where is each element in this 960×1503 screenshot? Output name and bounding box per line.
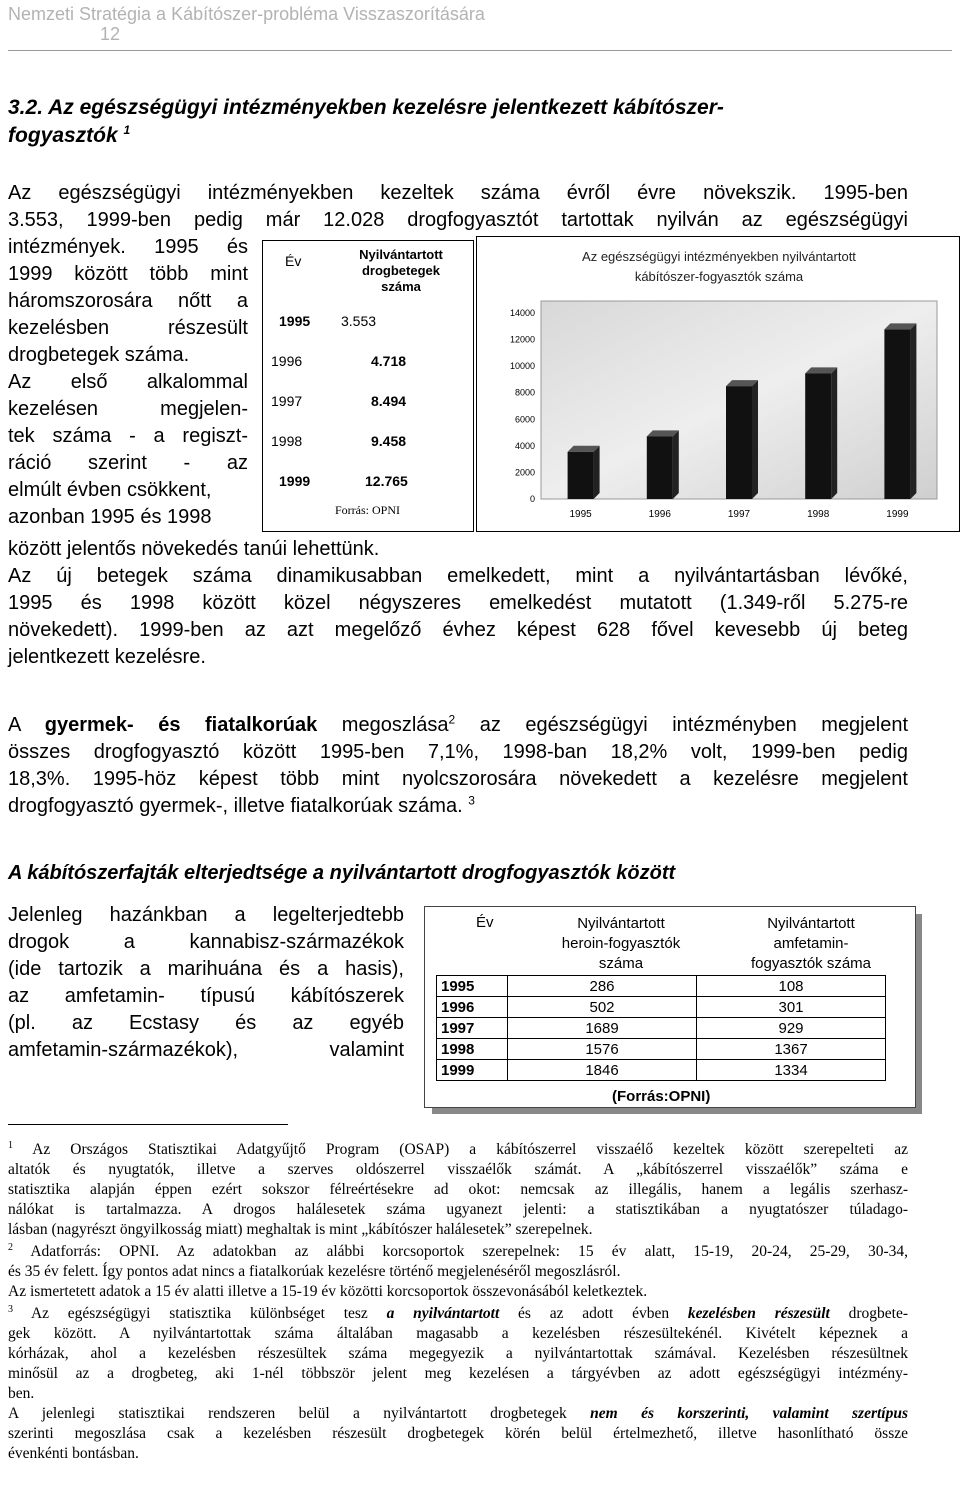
table1-value: 4.718 (371, 353, 407, 369)
x-tick-label: 1999 (886, 509, 909, 520)
paragraph-line: 18,3%. 1995-höz képest több mint nyolcszorosára növekedett a kezelésre megjelent (8, 768, 908, 790)
table1-header-value: Nyilvántartott drogbetegek száma (359, 247, 443, 294)
footnote-4 (8, 1404, 908, 1464)
table2-year: 1999 (437, 1060, 508, 1081)
running-header: Nemzeti Stratégia a Kábítószer-probléma Visszaszorítására (8, 4, 485, 24)
x-tick-label: 1997 (727, 509, 751, 520)
table1-year: 1998 (271, 433, 303, 449)
footnote-ref-2[interactable]: 2 (448, 712, 456, 727)
table1-header-year: Év (285, 253, 302, 269)
bar (884, 329, 910, 499)
footnote-marker: 3 (8, 1303, 13, 1315)
footnote-emphasis: kezelésben részesült (687, 1305, 830, 1322)
paragraph-line: az amfetamin- típusú kábítószerek (8, 985, 404, 1007)
intro-col-line: drogbetegek száma. (8, 344, 190, 366)
footnote-text: A jelenlegi statisztikai rendszeren belül a nyilvántartott drogbetegek (8, 1405, 591, 1422)
footnote-line: kórházak, ahol a kezelésben részesültek száma megegyezik a nyilvántartottak számával. Kezelésben részesültnek (8, 1345, 908, 1362)
table2-header-amphetamine (726, 914, 896, 974)
intro-continuation (8, 536, 908, 671)
footnote-line: évenkénti bontásban. (8, 1445, 139, 1462)
table1-year: 1997 (271, 393, 303, 409)
table2-header-year: Év (476, 914, 494, 931)
table-row (437, 976, 886, 997)
footnote-text: drogbete- (829, 1305, 908, 1322)
footnote-line: nálókat is tartalmazza. A drogos halálesetek száma ugyanezt jelenti: a statisztikában a nyugtatószer túladago- (8, 1201, 908, 1218)
intro-col-line: ráció szerint - az (8, 452, 248, 474)
y-tick-label: 12000 (509, 334, 535, 345)
table-row (437, 1018, 886, 1039)
header-line: Nyilvántartott (767, 915, 855, 932)
x-tick-label: 1995 (569, 509, 592, 520)
section-title-text-2: fogyasztók (8, 124, 118, 147)
header-line: száma (598, 955, 644, 972)
table1-value: 3.553 (341, 313, 377, 329)
paragraph-line: összes drogfogyasztó között 1995-ben 7,1%, 1998-ban 18,2% volt, 1999-ben pedig (8, 741, 908, 763)
footnote-emphasis: a nyilvántartott (386, 1305, 500, 1322)
drug-types-paragraph (8, 902, 404, 1064)
table2-header-heroin (536, 914, 706, 974)
footnote-rule (8, 1124, 288, 1125)
intro-col-line: azonban 1995 és 1998 (8, 506, 212, 528)
section-number: 3.2. (8, 96, 44, 119)
footnote-line: ben. (8, 1385, 35, 1402)
table-row (437, 1060, 886, 1081)
table2-heroin: 1689 (508, 1018, 697, 1039)
table1-year: 1996 (271, 353, 303, 369)
footnote-line: gek között. A nyilvántartottak száma általában magasabb a kezelésben részesültekénél. Kivételt képeznek a (8, 1325, 908, 1342)
youth-paragraph (8, 712, 908, 820)
paragraph-line: növekedett). 1999-ben az azt megelőző évhez képest 628 fővel kevesebb új beteg (8, 619, 908, 641)
table-row (437, 997, 886, 1018)
table2-amphetamine: 1334 (697, 1060, 886, 1081)
y-tick-label: 0 (529, 494, 535, 504)
table2-heroin: 502 (508, 997, 697, 1018)
bar-side (831, 367, 837, 499)
bar (726, 386, 752, 499)
table1-source: Forrás: OPNI (335, 503, 400, 517)
table2-year: 1996 (437, 997, 508, 1018)
intro-col-line: elmúlt évben csökkent, (8, 479, 212, 501)
footnote-text: és az adott évben (499, 1305, 688, 1322)
intro-line: 3.553, 1999-ben pedig már 12.028 drogfogyasztót tartottak nyilván az egészségügyi (8, 209, 908, 231)
paragraph-line (8, 712, 908, 739)
paragraph-line: (pl. az Ecstasy és az egyéb (8, 1012, 404, 1034)
table1-value: 12.765 (365, 473, 408, 489)
table1-year: 1995 (279, 313, 311, 329)
header-line: Nyilvántartott (577, 915, 665, 932)
footnote-line: Az Országos Statisztikai Adatgyűjtő Program (OSAP) a kábítószerrel visszaélő kezeltek között szerepelteti az (32, 1141, 908, 1158)
intro-col-line: kezelésben részesült (8, 317, 248, 339)
paragraph-line: amfetamin-származékok), valamint (8, 1039, 404, 1061)
table2-year: 1997 (437, 1018, 508, 1039)
chart-title-line-1: Az egészségügyi intézményekben nyilvántartott (582, 249, 856, 264)
paragraph-line: jelentkezett kezelésre. (8, 646, 206, 668)
bold-text: gyermek- és fiatalkorúak (44, 714, 318, 736)
footnote-text: Az egészségügyi statisztika különbséget tesz (30, 1305, 387, 1322)
footnote-line: altatók és nyugtatók, illetve a szerves oldószerrel visszaélők számát. A „kábítószerrel visszaélők” száma e (8, 1161, 908, 1178)
intro-col-line: tek száma - a regiszt- (8, 425, 248, 447)
table-row (437, 1039, 886, 1060)
bar-side (752, 380, 758, 499)
bar-side (594, 446, 600, 499)
drug-type-table (436, 975, 886, 1081)
text-span: megoszlása (317, 714, 449, 736)
table1-value: 8.494 (371, 393, 407, 409)
y-tick-label: 10000 (509, 361, 535, 372)
text-span: drogfogyasztó gyermek-, illetve fiatalkorúak száma. (8, 795, 463, 817)
intro-col-line: intézmények. 1995 és (8, 236, 248, 258)
paragraph-line: között jelentős növekedés tanúi lehettünk. (8, 538, 380, 560)
table2-amphetamine: 108 (697, 976, 886, 997)
footnote-line: és 35 év felett. Így pontos adat nincs a fiatalkorúak kezelésre történő megjelenéséről megoszlásról. (8, 1263, 621, 1280)
section-title-text: Az egészségügyi intézményekben kezelésre jelentkezett kábítószer- (48, 96, 724, 119)
table2-heroin: 286 (508, 976, 697, 997)
paragraph-line: Az új betegek száma dinamikusabban emelkedett, mint a nyilvántartásban lévőké, (8, 565, 908, 587)
page-number: 12 (100, 24, 121, 44)
x-tick-label: 1996 (648, 509, 671, 520)
intro-col-line: háromszorosára nőtt a (8, 290, 248, 312)
table1-year: 1999 (279, 473, 311, 489)
text-span: A (8, 714, 45, 736)
intro-paragraph (8, 180, 908, 234)
table2-header (436, 908, 906, 974)
treated-users-chart (476, 236, 960, 532)
table2-amphetamine: 1367 (697, 1039, 886, 1060)
footnote-line: szerinti megoszlása csak a kezelésben részesült drogbetegek körén belül értelmezhető, illetve hasonlítható össze (8, 1425, 908, 1442)
bar (568, 452, 594, 499)
footnote-2 (8, 1242, 908, 1302)
paragraph-line: Jelenleg hazánkban a legelterjedtebb (8, 904, 404, 926)
table2-source: (Forrás:OPNI) (612, 1088, 711, 1105)
paragraph-line: (ide tartozik a marihuána és a hasis), (8, 958, 404, 980)
table2-amphetamine: 929 (697, 1018, 886, 1039)
footnote-ref-3[interactable]: 3 (468, 793, 475, 808)
table2-year: 1998 (437, 1039, 508, 1060)
footnote-line: minősül az a drogbeteg, aki 1-nél többször jelent meg kezelésen a tárgyévben az adott egészségügyi intézmény- (8, 1365, 908, 1382)
header-line: fogyasztók száma (750, 955, 872, 972)
footnote-line: lásban (nagyrészt öngyilkosság miatt) meghaltak is mint „kábítószer halálesetek” szerepelnek. (8, 1221, 593, 1238)
table2-heroin: 1576 (508, 1039, 697, 1060)
bar-side (910, 323, 916, 499)
y-tick-label: 14000 (509, 308, 535, 318)
y-tick-label: 4000 (514, 440, 535, 451)
chart-svg (477, 237, 959, 531)
y-tick-label: 2000 (514, 467, 535, 478)
table2-amphetamine: 301 (697, 997, 886, 1018)
bar-side (673, 430, 679, 499)
section-title (8, 94, 908, 150)
intro-col-line: 1999 között több mint (8, 263, 248, 285)
x-tick-label: 1998 (807, 509, 830, 520)
paragraph-line (8, 793, 908, 820)
footnote-emphasis: nem és korszerinti, valamint szertípus (590, 1405, 909, 1422)
footnote-1 (8, 1140, 908, 1240)
table2-year: 1995 (437, 976, 508, 997)
registered-patients-table (262, 240, 474, 532)
footnote-marker: 2 (8, 1241, 13, 1253)
y-tick-label: 6000 (514, 414, 535, 425)
bar (647, 436, 673, 499)
table2-heroin: 1846 (508, 1060, 697, 1081)
intro-column (8, 234, 248, 531)
intro-col-line: kezelésen megjelen- (8, 398, 248, 420)
table1-value: 9.458 (371, 433, 407, 449)
header-rule (8, 50, 952, 51)
footnote-line: statisztika alapján éppen ezért sokszor félreértésekre ad okot: nemcsak az illegális, hanem a legális szerhasz- (8, 1181, 908, 1198)
intro-line: Az egészségügyi intézményekben kezeltek száma évről évre növekszik. 1995-ben (8, 182, 908, 204)
footnote-ref-1[interactable]: 1 (123, 123, 131, 137)
y-tick-label: 8000 (514, 387, 535, 398)
chart-title-line-2: kábítószer-fogyasztók száma (634, 269, 804, 284)
footnote-line: Az ismertetett adatok a 15 év alatti illetve a 15-19 év közötti korcsoportok összevonásából keletkeztek. (8, 1283, 648, 1300)
footnote-3 (8, 1304, 908, 1404)
section2-title: A kábítószerfajták elterjedtsége a nyilvántartott drogfogyasztók között (8, 862, 676, 884)
header-line: amfetamin- (773, 935, 849, 952)
paragraph-line: 1995 és 1998 között közel négyszeres emelkedést mutatott (1.349-ről 5.275-re (8, 592, 908, 614)
paragraph-line: drogok a kannabisz-származékok (8, 931, 404, 953)
bar (805, 373, 831, 499)
footnote-marker: 1 (8, 1139, 13, 1151)
intro-col-line: Az első alkalommal (8, 371, 248, 393)
text-span: az egészségügyi intézményben megjelent (455, 714, 908, 736)
footnote-line: Adatforrás: OPNI. Az adatokban az alábbi korcsoportok szerepelnek: 15 év alatt, 15-19, 20-24, 25-29, 30-34, (30, 1243, 908, 1260)
header-line: heroin-fogyasztók (561, 935, 681, 952)
